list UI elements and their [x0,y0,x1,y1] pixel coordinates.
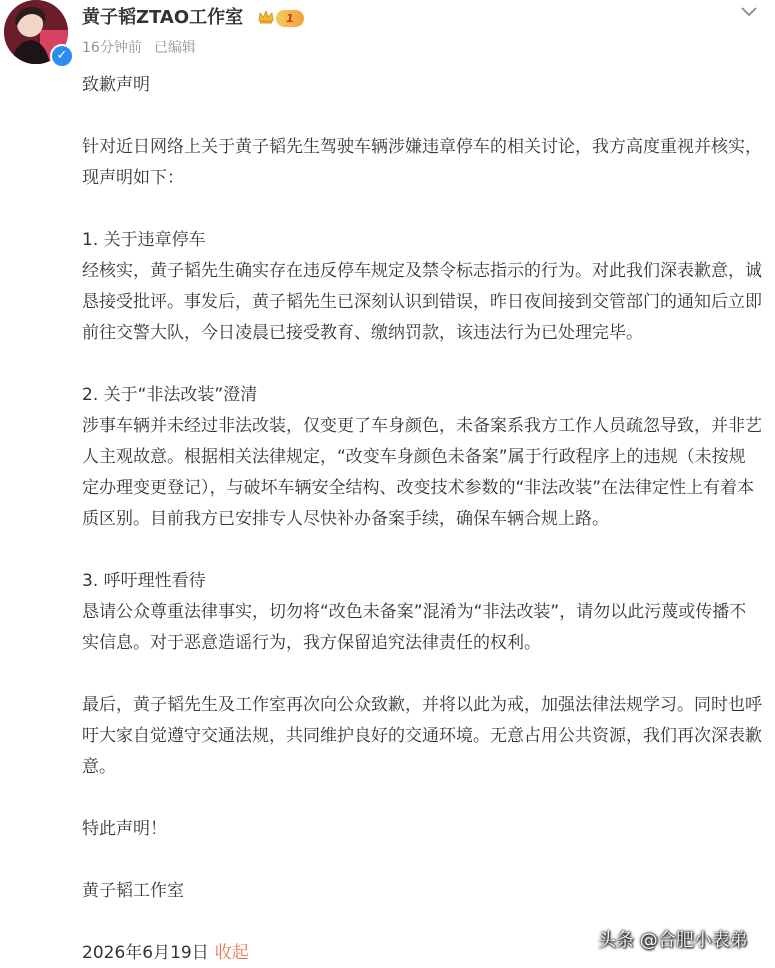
collapse-link[interactable]: 收起 [214,943,249,963]
section3-title: 3. 呼吁理性看待 [82,571,206,591]
edited-label: 已编辑 [153,40,196,56]
level-badge[interactable]: 1 [276,10,304,27]
signature: 黄子韬工作室 [82,881,184,901]
watermark: 头条 @合肥小表弟 [598,930,748,951]
chevron-down-icon[interactable] [740,6,758,18]
section1-title: 1. 关于违章停车 [82,230,206,250]
verified-icon: ✓ [50,44,74,68]
post-content [82,70,762,907]
post-time[interactable]: 16分钟前 [82,40,142,56]
post-date: 2026年6月19日 [82,943,209,963]
account-name[interactable]: 黄子韬ZTAO工作室 [82,7,244,28]
post-intro: 针对近日网络上关于黄子韬先生驾驶车辆涉嫌违章停车的相关讨论，我方高度重视并核实，现声明如下： [82,137,762,188]
post-title: 致歉声明 [82,75,150,95]
section2-body: 涉事车辆并未经过非法改装，仅变更了车身颜色，未备案系我方工作人员疏忽导致，并非艺人主观故意。根据相关法律规定，“改变车身颜色未备案”属于行政程序上的违规（未按规定办理变更登记），与破坏车辆安全结构、改变技术参数的“非法改装”在法律定性上有着本质区别。目前我方已安排专人尽快补办备案手续，确保车辆合规上路。 [82,416,762,529]
post-footer [82,940,249,966]
section2-title: 2. 关于“非法改装”澄清 [82,385,258,405]
crown-icon [258,9,274,25]
post-meta [82,38,196,58]
special-statement: 特此声明！ [82,819,167,839]
section3-body: 恳请公众尊重法律事实，切勿将“改色未备案”混淆为“非法改装”，请勿以此污蔑或传播不实信息。对于恶意造谣行为，我方保留追究法律责任的权利。 [82,602,747,653]
section1-body: 经核实，黄子韬先生确实存在违反停车规定及禁令标志指示的行为。对此我们深表歉意，诚恳接受批评。事发后，黄子韬先生已深刻认识到错误，昨日夜间接到交管部门的通知后立即前往交警大队，今日凌晨已接受教育、缴纳罚款，该违法行为已处理完毕。 [82,261,762,343]
closing-paragraph: 最后，黄子韬先生及工作室再次向公众致歉，并将以此为戒，加强法律法规学习。同时也呼吁大家自觉遵守交通法规，共同维护良好的交通环境。无意占用公共资源，我们再次深表歉意。 [82,695,762,777]
